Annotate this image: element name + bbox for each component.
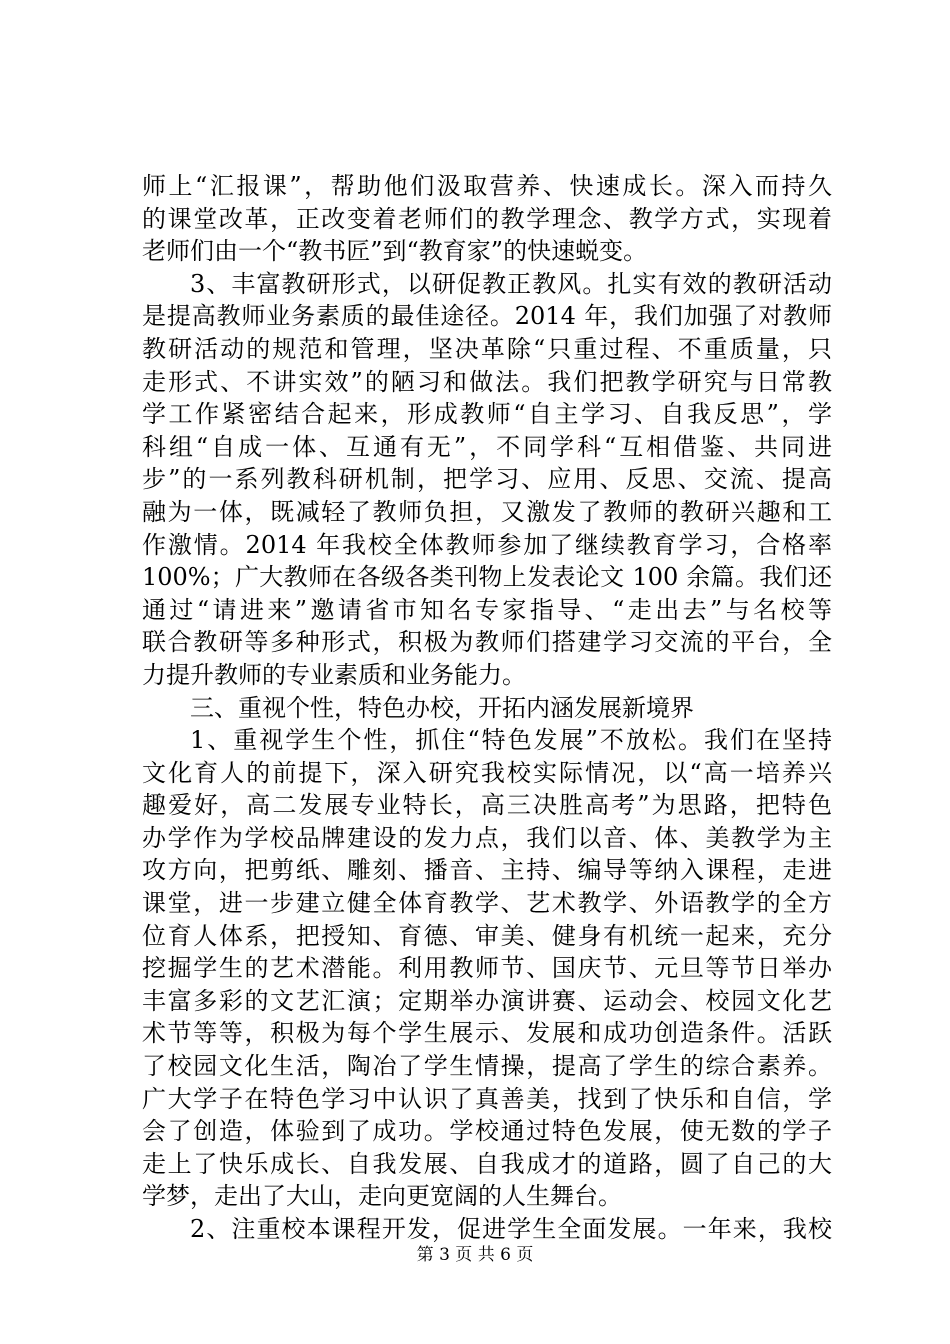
paragraph: [142, 692, 832, 725]
text-line: 位育人体系，把授知、育德、审美、健身有机统一起来，充分: [142, 921, 832, 950]
text-line: 的课堂改革，正改变着老师们的教学理念、教学方式，实现着: [142, 204, 832, 233]
text-line: 融为一体，既减轻了教师负担，又激发了教师的教研兴趣和工: [142, 497, 832, 526]
text-line: 走上了快乐成长、自我发展、自我成才的道路，圆了自己的大: [142, 1149, 832, 1178]
text-line: 2、注重校本课程开发，促进学生全面发展。一年来，我校: [190, 1215, 832, 1243]
paragraph: [142, 268, 832, 692]
text-line: 会了创造，体验到了成功。学校通过特色发展，使无数的学子: [142, 1117, 832, 1146]
text-line: 挖掘学生的艺术潜能。利用教师节、国庆节、元旦等节日举办: [142, 954, 832, 983]
text-line: 师上“汇报课”，帮助他们汲取营养、快速成长。深入而持久: [142, 172, 832, 200]
page-footer: 第 3 页 共 6 页: [416, 1245, 534, 1265]
paragraph: [142, 170, 832, 268]
text-line: 课堂，进一步建立健全体育教学、艺术教学、外语教学的全方: [142, 889, 832, 918]
text-line: 办学作为学校品牌建设的发力点，我们以音、体、美教学为主: [142, 823, 832, 852]
text-line: 是提高教师业务素质的最佳途径。2014 年，我们加强了对教师: [142, 302, 832, 331]
text-line: 通过“请进来”邀请省市知名专家指导、“走出去”与名校等: [142, 595, 832, 624]
text-line: 1、重视学生个性，抓住“特色发展”不放松。我们在坚持: [190, 726, 832, 755]
paragraph: [142, 724, 832, 1213]
text-line: 丰富多彩的文艺汇演；定期举办演讲赛、运动会、校园文化艺: [142, 986, 832, 1015]
text-line: 学工作紧密结合起来，形成教师“自主学习、自我反思”，学: [142, 400, 832, 429]
text-line: 广大学子在特色学习中认识了真善美，找到了快乐和自信，学: [142, 1084, 832, 1113]
text-line: 文化育人的前提下，深入研究我校实际情况，以“高一培养兴: [142, 758, 832, 787]
text-line: 100%；广大教师在各级各类刊物上发表论文 100 余篇。我们还: [142, 563, 832, 592]
text-line: 科组“自成一体、互通有无”，不同学科“互相借鉴、共同进: [142, 432, 832, 461]
text-line: 学梦，走出了大山，走向更宽阔的人生舞台。: [142, 1182, 622, 1211]
text-line: 趣爱好，高二发展专业特长，高三决胜高考”为思路，把特色: [142, 791, 832, 820]
text-line: 老师们由一个“教书匠”到“教育家”的快速蜕变。: [142, 237, 648, 266]
text-line: 走形式、不讲实效”的陋习和做法。我们把教学研究与日常教: [142, 367, 832, 396]
text-line: 三、重视个性，特色办校，开拓内涵发展新境界: [190, 693, 694, 722]
document-body: [142, 170, 832, 1246]
text-line: 力提升教师的专业素质和业务能力。: [142, 660, 526, 689]
text-line: 教研活动的规范和管理，坚决革除“只重过程、不重质量，只: [142, 334, 832, 363]
text-line: 了校园文化生活，陶冶了学生情操，提高了学生的综合素养。: [142, 1052, 832, 1081]
text-line: 攻方向，把剪纸、雕刻、播音、主持、编导等纳入课程，走进: [142, 856, 832, 885]
paragraph: [142, 1213, 832, 1246]
text-line: 作激情。2014 年我校全体教师参加了继续教育学习，合格率: [142, 530, 832, 559]
text-line: 3、丰富教研形式，以研促教正教风。扎实有效的教研活动: [190, 269, 832, 298]
text-line: 步”的一系列教科研机制，把学习、应用、反思、交流、提高: [142, 465, 832, 494]
text-line: 联合教研等多种形式，积极为教师们搭建学习交流的平台，全: [142, 628, 832, 657]
text-line: 术节等等，积极为每个学生展示、发展和成功创造条件。活跃: [142, 1019, 832, 1048]
